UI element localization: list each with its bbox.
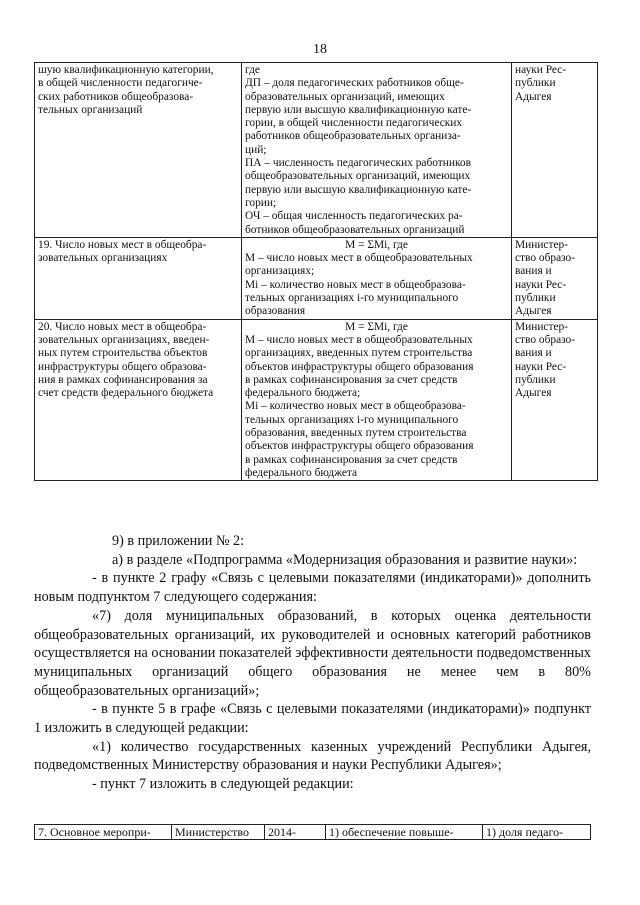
responsible-line: ство образо- bbox=[515, 252, 576, 265]
responsible-line: вания и bbox=[515, 265, 552, 278]
formula-line: федерального бюджета; bbox=[245, 387, 361, 400]
paragraph: - пункт 7 изложить в следующей редакции: bbox=[92, 776, 354, 793]
indicator-line: 20. Число новых мест в общеобра- bbox=[38, 320, 207, 333]
indicator-line: зовательных организациях bbox=[38, 252, 168, 265]
formula-line: тельных организациях i-го муниципального bbox=[245, 292, 459, 305]
table-cell: 1) обеспечение повыше- bbox=[326, 825, 483, 840]
indicator-line: ных путем строительства объектов bbox=[38, 347, 208, 360]
formula-line: ОЧ – общая численность педагогических ра- bbox=[245, 210, 463, 223]
formula-line: Мi – количество новых мест в общеобразова- bbox=[245, 400, 466, 413]
responsible-line: Адыгея bbox=[515, 387, 552, 400]
formula-line: объектов инфраструктуры общего образования bbox=[245, 440, 474, 453]
responsible-line: Министер- bbox=[515, 238, 568, 251]
formula-line: федерального бюджета bbox=[245, 466, 358, 479]
formula-line: общеобразовательных организаций, имеющих bbox=[245, 170, 471, 183]
paragraph: а) в разделе «Подпрограмма «Модернизация образования и развитие науки»: bbox=[112, 551, 578, 568]
indicator-line: шую квалификационную категории, bbox=[38, 64, 214, 76]
table-row bbox=[35, 319, 598, 481]
responsible-line: публики bbox=[515, 77, 556, 90]
table-row bbox=[35, 63, 598, 238]
paragraph: «7) доля муниципальных образований, в которых оценка деятельности общеобразовательных организаций, их руководителей и основных категорий работников осуществляется на основании показателей эффективности деятельности подведомственных муниципальных организаций общего образования не менее чем в 80% общеобразовательных организаций»; bbox=[34, 607, 591, 699]
formula-line: гории, в общей численности педагогических bbox=[245, 117, 463, 130]
indicator-line: ских работников общеобразова- bbox=[38, 90, 194, 103]
formula-header: М = ΣМi, где bbox=[345, 238, 408, 251]
formula-line: организациях, введенных путем строительства bbox=[245, 347, 473, 360]
table-cell: 7. Основное меропри- bbox=[35, 825, 172, 840]
formula-line: образования bbox=[245, 305, 306, 318]
responsible-cell bbox=[512, 63, 598, 238]
responsible-line: науки Рес- bbox=[515, 278, 567, 291]
formula-line: ДП – доля педагогических работников обще- bbox=[245, 77, 464, 90]
formula-line: М – число новых мест в общеобразовательных bbox=[245, 333, 473, 346]
formula-line: ций; bbox=[245, 143, 267, 156]
responsible-line: публики bbox=[515, 292, 556, 305]
responsible-cell bbox=[512, 319, 598, 481]
indicator-cell bbox=[35, 237, 242, 319]
formula-line: ботников общеобразовательных организаций bbox=[245, 223, 465, 236]
formula-line: образования, введенных путем строительства bbox=[245, 427, 467, 440]
responsible-line: публики bbox=[515, 373, 556, 386]
formula-cell bbox=[242, 319, 512, 481]
paragraph: «1) количество государственных казенных учреждений Республики Адыгея, подведомственных Министерству образования и науки Республики Адыгея»; bbox=[34, 738, 591, 774]
paragraph: - в пункте 2 графу «Связь с целевыми показателями (индикаторами)» дополнить новым подпунктом 7 следующего содержания: bbox=[34, 570, 591, 606]
formula-line: работников общеобразовательных организа- bbox=[245, 130, 461, 143]
responsible-line: Адыгея bbox=[515, 90, 552, 103]
formula-line: объектов инфраструктуры общего образования bbox=[245, 360, 474, 373]
formula-line: образовательных организаций, имеющих bbox=[245, 90, 445, 103]
indicator-line: инфраструктуры общего образова- bbox=[38, 360, 207, 373]
indicator-line: счет средств федерального бюджета bbox=[38, 387, 214, 400]
formula-line: первую или высшую квалификационную кате- bbox=[245, 183, 472, 196]
table-row bbox=[35, 237, 598, 319]
formula-line: тельных организациях i-го муниципального bbox=[245, 413, 459, 426]
indicator-line: в общей численности педагогиче- bbox=[38, 77, 203, 90]
responsible-line: ство образо- bbox=[515, 333, 576, 346]
formula-cell bbox=[242, 237, 512, 319]
formula-line: гории; bbox=[245, 196, 277, 209]
table-cell: 2014- bbox=[265, 825, 326, 840]
formula-line: в рамках софинансирования за счет средств bbox=[245, 373, 458, 386]
formula-line: ПА – численность педагогических работников bbox=[245, 157, 471, 170]
formula-line: где bbox=[245, 64, 260, 76]
paragraph: - в пункте 5 в графе «Связь с целевыми показателями (индикаторами)» подпункт 1 изложить в следующей редакции: bbox=[34, 701, 591, 737]
formula-line: М – число новых мест в общеобразовательных bbox=[245, 252, 473, 265]
formula-cell bbox=[242, 63, 512, 238]
indicator-line: зовательных организациях, введен- bbox=[38, 333, 210, 346]
paragraph: 9) в приложении № 2: bbox=[112, 533, 245, 549]
responsible-line: науки Рес- bbox=[515, 64, 567, 76]
responsible-line: Адыгея bbox=[515, 305, 552, 318]
responsible-line: Министер- bbox=[515, 320, 568, 333]
indicator-cell bbox=[35, 63, 242, 238]
formula-line: Мi – количество новых мест в общеобразова- bbox=[245, 278, 466, 291]
indicator-line: 19. Число новых мест в общеобра- bbox=[38, 238, 207, 251]
indicator-line: ния в рамках софинансирования за bbox=[38, 373, 208, 386]
responsible-cell bbox=[512, 237, 598, 319]
table-cell: 1) доля педаго- bbox=[483, 825, 591, 840]
page-number: 18 bbox=[313, 42, 327, 57]
document-body bbox=[34, 532, 591, 794]
formula-line: первую или высшую квалификационную кате- bbox=[245, 103, 472, 116]
indicators-table bbox=[34, 62, 598, 481]
formula-line: организациях; bbox=[245, 265, 315, 278]
indicator-cell bbox=[35, 319, 242, 481]
subprogram-table bbox=[34, 824, 591, 840]
formula-header: М = ΣМi, где bbox=[345, 320, 408, 333]
responsible-line: науки Рес- bbox=[515, 360, 567, 373]
formula-line: в рамках софинансирования за счет средств bbox=[245, 453, 458, 466]
table-cell: Министерство bbox=[172, 825, 265, 840]
indicator-line: тельных организаций bbox=[38, 103, 143, 116]
responsible-line: вания и bbox=[515, 347, 552, 360]
table-row bbox=[35, 825, 591, 840]
